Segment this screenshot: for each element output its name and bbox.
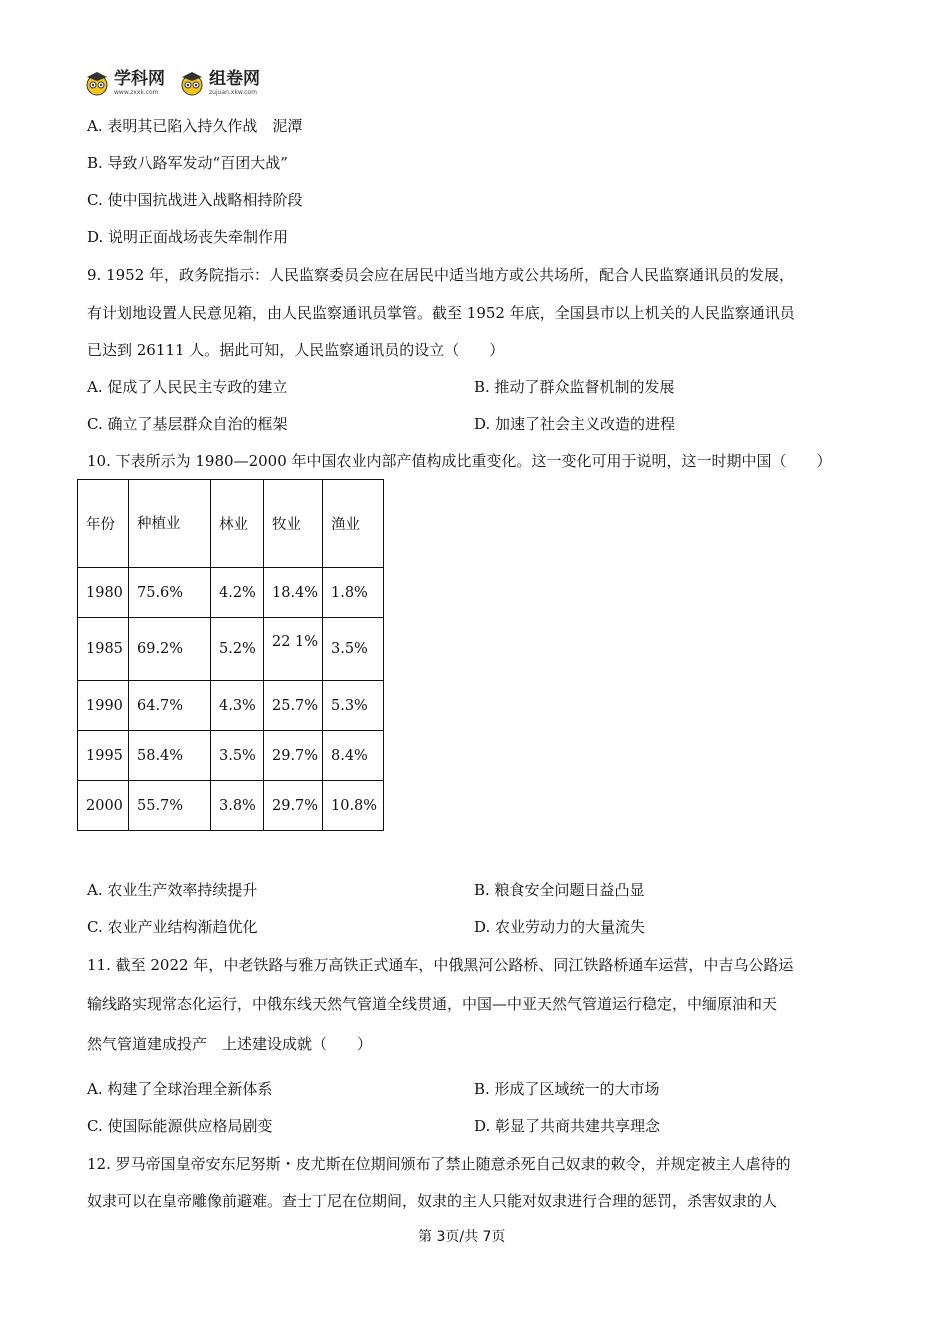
q9-stem-line-3: 已达到 26111 人。据此可知，人民监察通讯员的设立（ ） xyxy=(87,341,505,359)
cell: 29.7% xyxy=(264,781,323,831)
q11-stem-line-2: 输线路实现常态化运行，中俄东线天然气管道全线贯通，中国—中亚天然气管道运行稳定，中缅原油和天 xyxy=(87,995,778,1013)
cell: 55.7% xyxy=(129,781,211,831)
header-year: 年份 xyxy=(78,480,129,568)
mascot-icon xyxy=(179,70,205,96)
cell: 22 1% xyxy=(264,618,323,681)
q9-option-d: D. 加速了社会主义改造的进程 xyxy=(474,415,676,433)
cell: 1980 xyxy=(78,568,129,618)
q12-stem-line-2: 奴隶可以在皇帝雕像前避难。查士丁尼在位期间，奴隶的主人只能对奴隶进行合理的惩罚，杀害奴隶的人 xyxy=(87,1192,778,1210)
q8-option-c: C. 使中国抗战进入战略相持阶段 xyxy=(87,191,303,209)
page-number: 第 3页/共 7页 xyxy=(418,1229,506,1245)
logo2-url: zujuan.xkw.com xyxy=(209,88,257,96)
header-livestock: 牧业 xyxy=(264,480,323,568)
cell: 64.7% xyxy=(129,681,211,731)
logo2-name: 组卷网 xyxy=(209,68,260,89)
q12-stem-line-1: 12. 罗马帝国皇帝安东尼努斯・皮尤斯在位期间颁布了禁止随意杀死自己奴隶的敕令，并规定被主人虐待的 xyxy=(87,1155,791,1173)
q11-stem-line-1: 11. 截至 2022 年，中老铁路与雅万高铁正式通车，中俄黑河公路桥、同江铁路桥通车运营，中吉乌公路运 xyxy=(87,956,794,974)
cell: 5.3% xyxy=(323,681,384,731)
q11-option-b: B. 形成了区域统一的大市场 xyxy=(474,1080,660,1098)
q11-option-d: D. 彰显了共商共建共享理念 xyxy=(474,1117,661,1135)
header-crop: 种植业 xyxy=(129,480,211,568)
cell: 8.4% xyxy=(323,731,384,781)
logo1-url: www.zxxk.com xyxy=(114,88,159,96)
q8-option-d: D. 说明正面战场丧失牵制作用 xyxy=(87,228,289,246)
q10-data-table xyxy=(77,479,384,831)
q8-option-b: B. 导致八路军发动“百团大战” xyxy=(87,154,288,172)
cell: 75.6% xyxy=(129,568,211,618)
cell: 25.7% xyxy=(264,681,323,731)
header-logos xyxy=(84,70,260,96)
q10-option-b: B. 粮食安全问题日益凸显 xyxy=(474,881,645,899)
q10-option-a: A. 农业生产效率持续提升 xyxy=(87,881,258,899)
q11-stem-line-3: 然气管道建成投产 上述建设成就（ ） xyxy=(87,1035,373,1053)
header-forestry: 林业 xyxy=(211,480,264,568)
table-row xyxy=(78,681,384,731)
cell: 4.3% xyxy=(211,681,264,731)
cell: 58.4% xyxy=(129,731,211,781)
cell: 3.5% xyxy=(211,731,264,781)
q9-stem-line-1: 9. 1952 年，政务院指示：人民监察委员会应在居民中适当地方或公共场所，配合人民监察通讯员的发展， xyxy=(87,266,795,284)
cell: 10.8% xyxy=(323,781,384,831)
cell: 69.2% xyxy=(129,618,211,681)
q9-stem-line-2: 有计划地设置人民意见箱，由人民监察通讯员掌管。截至 1952 年底，全国县市以上机关的人民监察通讯员 xyxy=(87,304,795,322)
table-row xyxy=(78,618,384,681)
q8-option-a: A. 表明其已陷入持久作战 泥潭 xyxy=(87,117,303,135)
logo1-name: 学科网 xyxy=(114,68,165,89)
q9-option-b: B. 推动了群众监督机制的发展 xyxy=(474,378,675,396)
cell: 29.7% xyxy=(264,731,323,781)
cell: 3.8% xyxy=(211,781,264,831)
cell: 4.2% xyxy=(211,568,264,618)
zujuan-logo xyxy=(179,70,260,96)
q9-option-c: C. 确立了基层群众自治的框架 xyxy=(87,415,288,433)
table-row xyxy=(78,568,384,618)
cell: 1990 xyxy=(78,681,129,731)
cell: 1.8% xyxy=(323,568,384,618)
cell: 2000 xyxy=(78,781,129,831)
q10-stem: 10. 下表所示为 1980—2000 年中国农业内部产值构成比重变化。这一变化可用于说明，这一时期中国（ ） xyxy=(87,452,832,470)
table-row xyxy=(78,781,384,831)
q9-option-a: A. 促成了人民民主专政的建立 xyxy=(87,378,288,396)
cell: 1985 xyxy=(78,618,129,681)
cell: 1995 xyxy=(78,731,129,781)
q10-option-d: D. 农业劳动力的大量流失 xyxy=(474,918,646,936)
q11-option-a: A. 构建了全球治理全新体系 xyxy=(87,1080,273,1098)
q10-option-c: C. 农业产业结构渐趋优化 xyxy=(87,918,258,936)
table-header-row xyxy=(78,480,384,568)
q11-option-c: C. 使国际能源供应格局剧变 xyxy=(87,1117,273,1135)
header-fishery: 渔业 xyxy=(323,480,384,568)
cell: 3.5% xyxy=(323,618,384,681)
table-row xyxy=(78,731,384,781)
zxxk-logo xyxy=(84,70,165,96)
mascot-icon xyxy=(84,70,110,96)
cell: 5.2% xyxy=(211,618,264,681)
cell: 18.4% xyxy=(264,568,323,618)
